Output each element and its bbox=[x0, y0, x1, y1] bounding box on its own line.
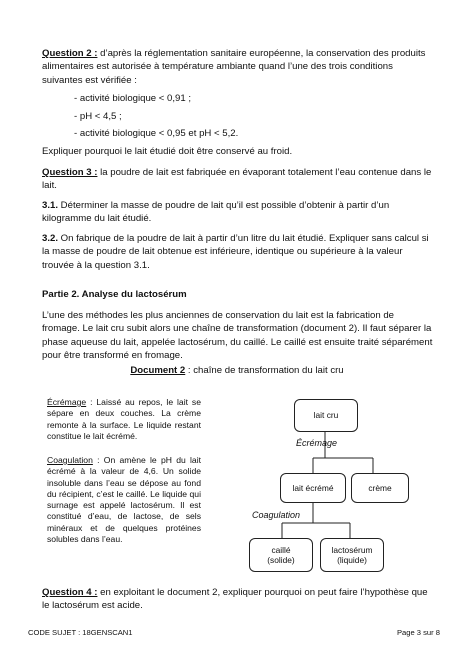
node-lait-ecreme: lait écrémé bbox=[280, 473, 346, 503]
step-ecremage-label: Écrémage bbox=[296, 438, 338, 448]
question-2-label: Question 2 : bbox=[42, 48, 98, 59]
node-caille: caillé (solide) bbox=[249, 538, 313, 572]
coagulation-text: : On amène le pH du lait écrémé à la valeur de 4,6. Un solide insoluble dans l’eau se dépose au fond du récipient, c’est le caillé. Le liquide qui surnage est appelé lactosérum. Il est constitué d’eau, de lactose, de sels minéraux et de quelques protéines solubles dans l’eau. bbox=[47, 455, 201, 545]
ecremage-term: Écrémage bbox=[47, 397, 87, 407]
question-2-text: d’après la réglementation sanitaire européenne, la conservation des produits alimentaires est autorisée à température ambiante quand l’une des trois conditions suivantes est vérifiée : bbox=[42, 48, 426, 86]
question-4-text: en exploitant le document 2, expliquer pourquoi on peut faire l’hypothèse que le lactosérum est acide. bbox=[42, 587, 428, 612]
node-lait-cru: lait cru bbox=[294, 399, 358, 432]
condition-bullet-2: - pH < 4,5 ; bbox=[74, 111, 122, 122]
question-3-text: la poudre de lait est fabriquée en évaporant totalement l’eau contenue dans le lait. bbox=[42, 167, 432, 192]
question-4-label: Question 4 : bbox=[42, 587, 98, 598]
node-creme: crème bbox=[351, 473, 409, 503]
question-3-2-number: 3.2. bbox=[42, 233, 59, 244]
question-3-1-number: 3.1. bbox=[42, 200, 59, 211]
node-lactoserum: lactosérum (liquide) bbox=[320, 538, 384, 572]
condition-bullet-3: - activité biologique < 0,95 et pH < 5,2. bbox=[74, 128, 239, 139]
question-3-1-text: Déterminer la masse de poudre de lait qu’il est possible d’obtenir à partir d’un kilogramme du lait étudié. bbox=[42, 200, 390, 225]
question-2-ask: Expliquer pourquoi le lait étudié doit être conservé au froid. bbox=[42, 146, 293, 157]
question-3-label: Question 3 : bbox=[42, 167, 98, 178]
part-2-title: Partie 2. Analyse du lactosérum bbox=[42, 289, 187, 300]
step-coagulation-label: Coagulation bbox=[252, 510, 301, 520]
ecremage-text: : Laissé au repos, le lait se sépare en deux couches. La crème remonte à la surface. Le liquide restant constitue le lait écrémé. bbox=[47, 397, 201, 441]
footer-code: CODE SUJET : 18GENSCAN1 bbox=[28, 628, 133, 637]
condition-bullet-1: - activité biologique < 0,91 ; bbox=[74, 93, 192, 104]
part-2-intro: L’une des méthodes les plus anciennes de conservation du lait est la fabrication de fromage. Le lait cru subit alors une chaîne de transformation (document 2). Il faut séparer la phase aqueuse du lait, appelée lactosérum, du caillé. Le caillé est ensuite traité séparément pour être transformé en fromage. bbox=[42, 310, 433, 362]
footer-page-number: Page 3 sur 8 bbox=[396, 628, 440, 637]
question-4 bbox=[42, 586, 434, 613]
document-2-label: Document 2 bbox=[130, 365, 186, 376]
coagulation-term: Coagulation bbox=[47, 455, 93, 465]
question-3-2-text: On fabrique de la poudre de lait à partir d’un litre du lait étudié. Expliquer sans calcul si la masse de poudre de lait obtenue est inférieure, identique ou supérieure à la valeur trouvée à la question 3.1. bbox=[42, 233, 429, 271]
document-2-caption: : chaîne de transformation du lait cru bbox=[185, 365, 344, 376]
